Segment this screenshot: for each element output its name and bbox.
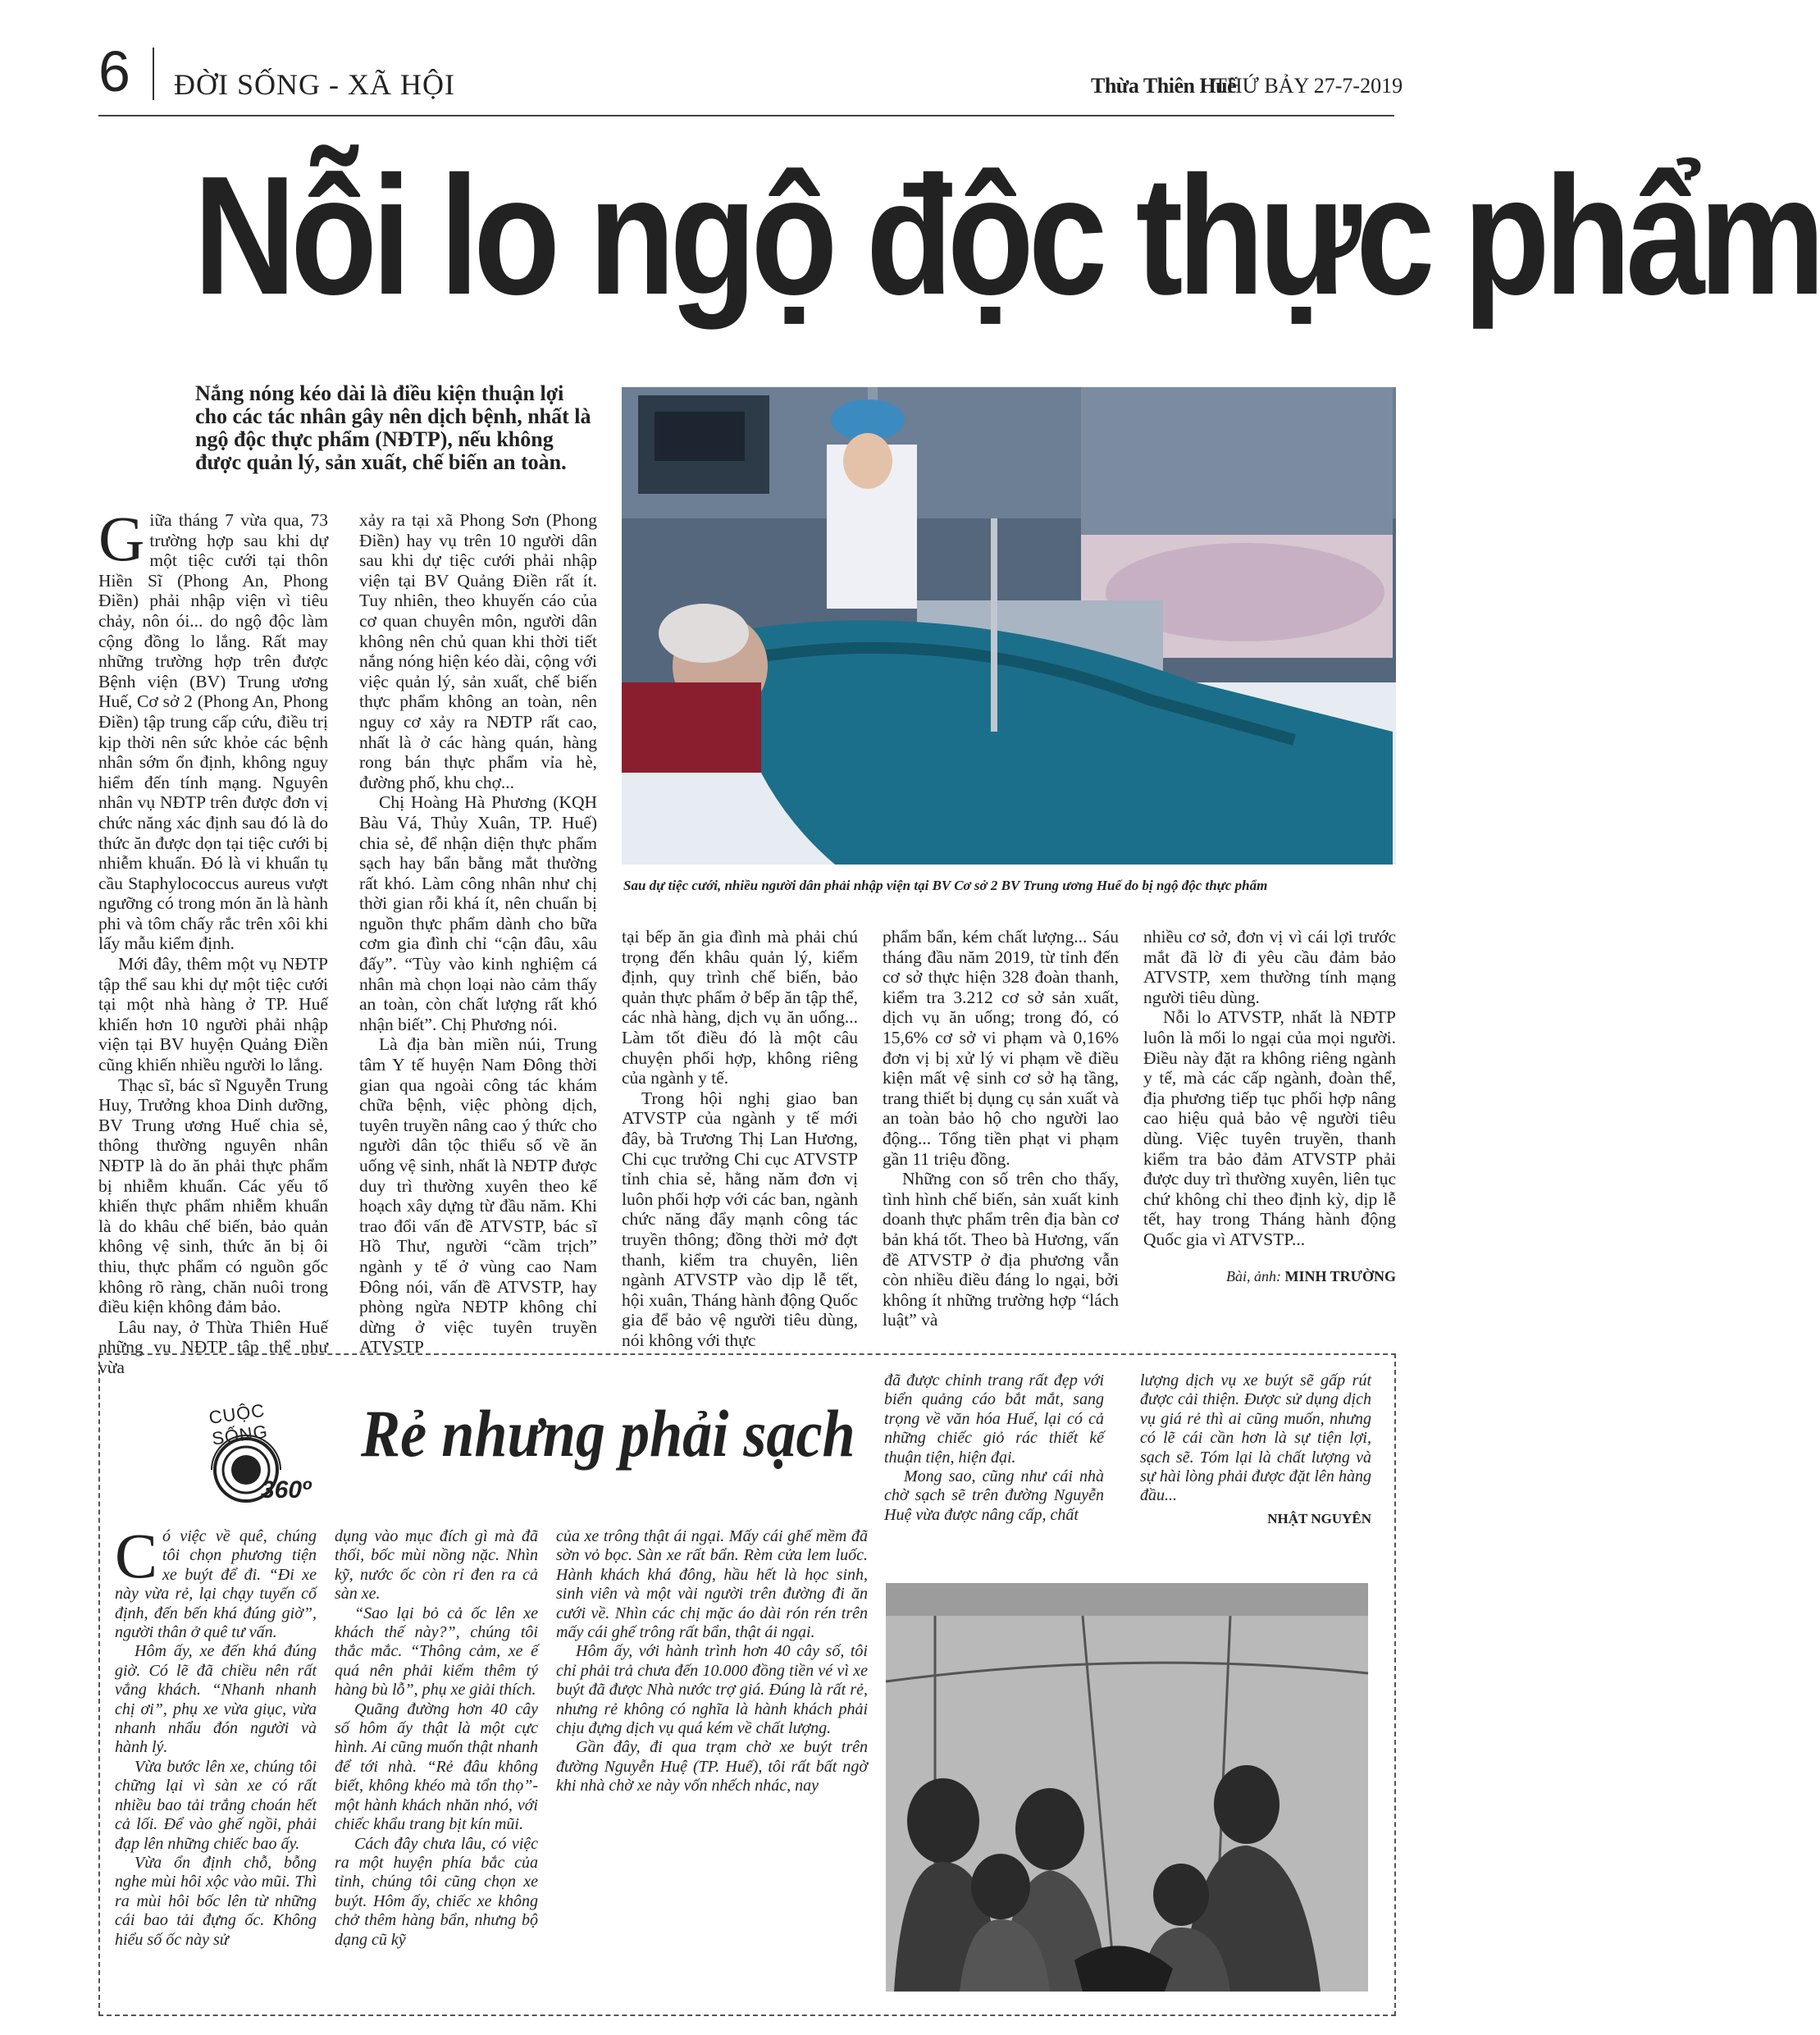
boxed-column-2 <box>335 1527 538 1950</box>
article-headline: Nỗi lo ngộ độc thực phẩm <box>194 141 1820 330</box>
article-paragraph: Mới đây, thêm một vụ NĐTP tập thể sau khi dự một tiệc cưới tại một nhà hàng ở TP. Huế khiến hơn 10 người phải nhập viện tại BV huyện Quảng Điền cũng khiến nhiều người lo lắng. <box>98 954 328 1075</box>
article-column-4 <box>883 927 1119 1330</box>
article-paragraph: nhiều cơ sở, đơn vị vì cái lợi trước mắt đã lờ đi yêu cầu đảm bảo ATVSTP, xem thường tính mạng người tiêu dùng. <box>1143 927 1396 1007</box>
article-paragraph: tại bếp ăn gia đình mà phải chú trọng đến khâu quản lý, kiểm định, quy trình chế biến, bảo quản thực phẩm ở bếp ăn tập thể, các nhà hàng, dịch vụ ăn uống... Làm tốt điều đó là một câu chuyện phối hợp, không riêng của ngành y tế. <box>622 927 858 1088</box>
article-column-3 <box>622 927 858 1350</box>
article-paragraph: Những con số trên cho thấy, tình hình chế biến, sản xuất kinh doanh thực phẩm trên địa bàn cơ bản khá tốt. Theo bà Hương, vấn đề ATVSTP ở địa phương vẫn còn nhiều điều đáng lo ngại, bởi không ít những trường hợp “lách luật” và <box>883 1169 1119 1330</box>
boxed-title: Rẻ nhưng phải sạch <box>361 1396 855 1471</box>
article-dropcap: G <box>98 503 145 574</box>
issue-date: THỨ BẢY 27-7-2019 <box>1214 74 1403 98</box>
article-paragraph: iữa tháng 7 vừa qua, 73 trường hợp sau khi dự một tiệc cưới tại thôn Hiền Sĩ (Phong An, Phong Điền) phải nhập viện vì tiêu chảy, nôn ói... do ngộ độc làm cộng đồng lo lắng. Rất may những trường hợp trên được Bệnh viện (BV) Trung ương Huế, Cơ sở 2 (Phong An, Phong Điền) tập trung cấp cứu, điều trị kịp thời nên sức khỏe các bệnh nhân sớm ổn định, không nguy hiểm đến tính mạng. Nguyên nhân vụ NĐTP trên được đơn vị chức năng xác định sau đó là do thức ăn được dọn tại tiệc cưới bị nhiễm khuẩn. Đó là vi khuẩn tụ cầu Staphylococcus aureus vượt ngưỡng có trong món ăn là hành phi và tôm chấy rắc trên xôi khi lấy mẫu kiểm định. <box>98 510 328 954</box>
cuoc-song-360-logo <box>195 1394 326 1509</box>
boxed-paragraph: Hôm ấy, với hành trình hơn 40 cây số, tôi chỉ phải trả chưa đến 10.000 đồng tiền vé vì xe buýt đã được Nhà nước trợ giá. Đúng là rất rẻ, nhưng rẻ không có nghĩa là hành khách phải chịu đựng dịch vụ quá kém về chất lượng. <box>556 1642 868 1738</box>
boxed-dropcap: C <box>115 1520 158 1591</box>
article-paragraph: Chị Hoàng Hà Phương (KQH Bàu Vá, Thủy Xuân, TP. Huế) chia sẻ, để nhận diện thực phẩm sạch hay bẩn bằng mắt thường rất khó. Làm công nhân như chị thời gian rỗi khá ít, nên chuẩn bị nguồn thực phẩm dành cho bữa cơm gia đình chỉ “cận đâu, xâu đấy”. “Tùy vào kinh nghiệm cá nhân mà chọn loại nào cảm thấy an toàn, còn chất lượng rất khó nhận biết”. Chị Phương nói. <box>359 792 597 1034</box>
boxed-paragraph: Hôm ấy, xe đến khá đúng giờ. Có lẽ đã chiều nên rất vắng khách. “Nhanh nhanh chị ơi”, phụ xe vừa giục, vừa nhanh nhẩu đón người và hành lý. <box>115 1642 317 1757</box>
boxed-paragraph: Vừa bước lên xe, chúng tôi chững lại vì sàn xe có rất nhiều bao tải trắng choán hết cả lối. Để vào ghế ngồi, phải đạp lên những chiếc bao ấy. <box>115 1757 317 1853</box>
boxed-paragraph: của xe trông thật ái ngại. Mấy cái ghế mềm đã sờn vỏ bọc. Sàn xe rất bẩn. Rèm cửa lem luốc. Hành khách khá đông, hầu hết là học sinh, sinh viên và một vài người trên đường đi ăn cưới về. Nhìn các chị mặc áo dài rón rén trên mấy cái ghế trông rất bẩn, thật ái ngại. <box>556 1527 868 1642</box>
header-rule <box>98 115 1394 116</box>
boxed-paragraph: Vừa ổn định chỗ, bỗng nghe mùi hôi xộc vào mũi. Thì ra mùi hôi bốc lên từ những cái bao tải đựng ốc. Không hiểu số ốc này sử <box>115 1853 317 1949</box>
logo-top-text: CUỘC SỐNG <box>208 1399 270 1449</box>
article-paragraph: phẩm bẩn, kém chất lượng... Sáu tháng đầu năm 2019, từ tỉnh đến cơ sở thực hiện 328 đoàn thanh, kiểm tra 3.212 cơ sở sản xuất, dịch vụ ăn uống; trong đó, có 15,6% cơ sở vi phạm và 0,16% đơn vị bị xử lý vi phạm về điều kiện mất vệ sinh cơ sở hạ tầng, trang thiết bị dụng cụ sản xuất và an toàn bảo hộ cho người lao động... Tổng tiền phạt vi phạm gần 11 triệu đồng. <box>883 927 1119 1169</box>
header-divider <box>153 48 154 100</box>
boxed-column-5 <box>1140 1371 1371 1528</box>
boxed-paragraph: Quãng đường hơn 40 cây số hôm ấy thật là một cực hình. Ai cũng muốn thật nhanh để tới nhà. “Rẻ đâu không biết, không khéo mà tổn thọ”- một hành khách nhăn nhó, với chiếc khẩu trang bịt kín mũi. <box>335 1700 538 1834</box>
boxed-paragraph: ó việc về quê, chúng tôi chọn phương tiện xe buýt để đi. “Đi xe này vừa rẻ, lại chạy tuyến cố định, đến bến khá đúng giờ”, người thân ở quê tư vấn. <box>115 1527 317 1642</box>
hospital-photo <box>622 387 1396 865</box>
article-lead: Nắng nóng kéo dài là điều kiện thuận lợi cho các tác nhân gây nên dịch bệnh, nhất là ngộ độc thực phẩm (NĐTP), nếu không được quản lý, sản xuất, chế biến an toàn. <box>195 381 591 474</box>
article-paragraph: Trong hội nghị giao ban ATVSTP của ngành y tế mới đây, bà Trương Thị Lan Hương, Chi cục trưởng Chi cục ATVSTP tỉnh chia sẻ, hằng năm đơn vị luôn phối hợp với các ban, ngành chức năng đẩy mạnh công tác truyền thông; đồng thời mở đợt thanh, kiểm tra chuyên, liên ngành ATVSTP vào dịp lễ tết, hội xuân, Tháng hành động Quốc gia để bảo vệ người tiêu dùng, nói không với thực <box>622 1088 858 1350</box>
boxed-paragraph: Gần đây, đi qua trạm chờ xe buýt trên đường Nguyễn Huệ (TP. Huế), tôi rất bất ngờ khi nhà chờ xe này vốn nhếch nhác, nay <box>556 1738 868 1795</box>
section-title: ĐỜI SỐNG - XÃ HỘI <box>174 68 455 101</box>
boxed-column-1 <box>115 1520 317 1950</box>
boxed-paragraph: lượng dịch vụ xe buýt sẽ gấp rút được cải thiện. Được sử dụng dịch vụ giá rẻ thì ai cũng muốn, nhưng có lẽ cái cần hơn là sự tiện lợi, sạch sẽ. Tóm lại là chất lượng và sự hài lòng phải được đặt lên hàng đầu... <box>1140 1371 1371 1505</box>
logo-bottom-text: 360º <box>261 1476 312 1503</box>
newspaper-name: Thừa Thiên Huế <box>1091 74 1237 98</box>
article-paragraph: Nỗi lo ATVSTP, nhất là NĐTP luôn là mối lo ngại của mọi người. Điều này đặt ra không riêng ngành y tế, mà các cấp ngành, đoàn thể, địa phương tiếp tục phối hợp nâng cao hiệu quả bảo vệ người tiêu dùng. Việc tuyên truyền, thanh kiểm tra bảo đảm ATVSTP phải được duy trì thường xuyên, liên tục chứ không chỉ theo định kỳ, dịp lễ tết, hay trong Tháng hành động Quốc gia vì ATVSTP... <box>1143 1007 1396 1249</box>
photo-caption: Sau dự tiệc cưới, nhiều người dân phải nhập viện tại BV Cơ sở 2 BV Trung ương Huế do bị ngộ độc thực phẩm <box>623 878 1268 893</box>
boxed-paragraph: Cách đây chưa lâu, có việc ra một huyện phía bắc của tỉnh, chúng tôi cũng chọn xe buýt. Hôm ấy, chiếc xe không chở thêm hàng bẩn, nhưng bộ dạng cũ kỹ <box>335 1834 538 1949</box>
bus-passengers-illustration <box>886 1583 1368 1992</box>
article-paragraph: Thạc sĩ, bác sĩ Nguyễn Trung Huy, Trưởng khoa Dinh dưỡng, BV Trung ương Huế chia sẻ, thông thường nguyên nhân NĐTP là do ăn phải thực phẩm bị nhiễm khuẩn. Các yếu tố khiến thực phẩm nhiễm khuẩn là do khâu chế biến, bảo quản không vệ sinh, thức ăn bị ôi thiu, thực phẩm có nguồn gốc không rõ ràng, chăn nuôi trong điều kiện không đảm bảo. <box>98 1075 328 1317</box>
article-column-1 <box>98 503 328 1378</box>
boxed-author: NHẬT NGUYÊN <box>1267 1510 1371 1526</box>
boxed-paragraph: Mong sao, cũng như cái nhà chờ sạch sẽ trên đường Nguyễn Huệ vừa được nâng cấp, chất <box>884 1467 1104 1524</box>
article-column-2 <box>359 510 597 1357</box>
article-byline: Bài, ảnh: MINH TRƯỜNG <box>1225 1267 1396 1284</box>
page-number: 6 <box>98 39 130 103</box>
article-paragraph: Lâu nay, ở Thừa Thiên Huế những vụ NĐTP tập thể như vừa <box>98 1316 328 1377</box>
boxed-paragraph: dụng vào mục đích gì mà đã thối, bốc mùi nồng nặc. Nhìn kỹ, nước ốc còn rỉ đen ra cả sàn xe. <box>335 1527 538 1604</box>
article-paragraph: Là địa bàn miền núi, Trung tâm Y tế huyện Nam Đông thời gian qua ngoài công tác khám chữa bệnh, việc phòng dịch, tuyên truyền nâng cao ý thức cho người dân tộc thiểu số về ăn uống vệ sinh, nhất là NĐTP được duy trì thường xuyên theo kế hoạch xây dựng từ đầu năm. Khi trao đổi vấn đề ATVSTP, bác sĩ Hồ Thư, người “cầm trịch” ngành y tế ở vùng cao Nam Đông nói, vấn đề ATVSTP, hay phòng ngừa NĐTP không chỉ dừng ở việc tuyên truyền ATVSTP <box>359 1034 597 1357</box>
boxed-paragraph: “Sao lại bỏ cả ốc lên xe khách thế này?”, chúng tôi thắc mắc. “Thông cảm, xe ế quá nên phải kiếm thêm tý hàng bù lỗ”, phụ xe giải thích. <box>335 1604 538 1700</box>
boxed-column-3 <box>556 1527 868 1796</box>
article-paragraph: xảy ra tại xã Phong Sơn (Phong Điền) hay vụ trên 10 người dân sau khi dự tiệc cưới phải nhập viện tại BV Quảng Điền rất ít. Tuy nhiên, theo khuyến cáo của cơ quan chuyên môn, người dân không nên chủ quan khi thời tiết nắng nóng hiện kéo dài, cộng với việc quản lý, sản xuất, chế biến thực phẩm không an toàn, nên nguy cơ xảy ra NĐTP rất cao, nhất là ở các hàng quán, hàng rong bán thực phẩm vỉa hè, đường phố, khu chợ... <box>359 510 597 792</box>
boxed-paragraph: đã được chỉnh trang rất đẹp với biển quảng cáo bắt mắt, sang trọng về văn hóa Huế, lại có cả những chiếc giỏ rác thiết kế thuận tiện, hiện đại. <box>884 1371 1104 1467</box>
article-column-5 <box>1143 927 1396 1286</box>
boxed-column-4 <box>884 1371 1104 1525</box>
